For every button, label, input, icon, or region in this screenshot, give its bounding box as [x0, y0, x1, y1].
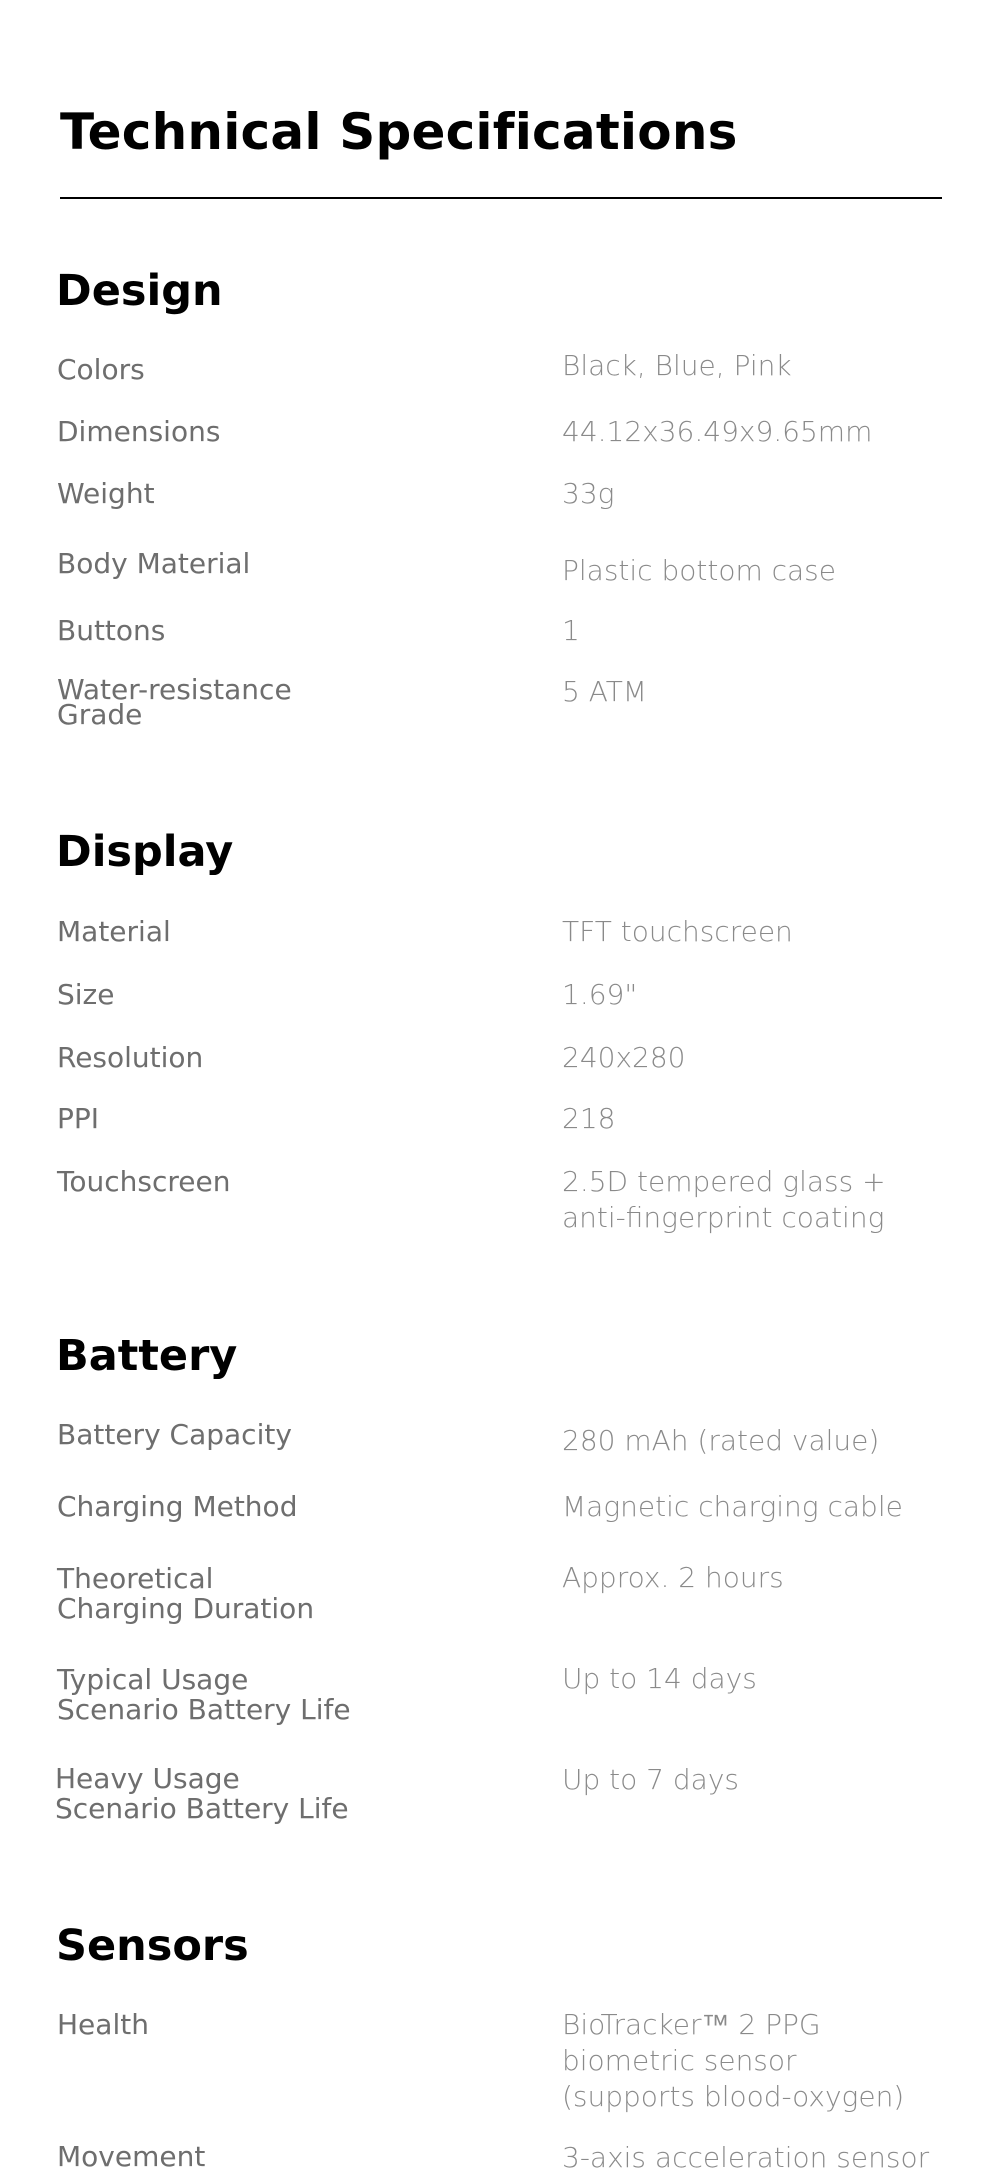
spec-value-battery-capacity: 280 mAh (rated value) [562, 1424, 880, 1457]
spec-value-dimensions: 44.12x36.49x9.65mm [562, 415, 873, 448]
spec-label-colors: Colors [57, 353, 145, 386]
spec-label-touchscreen: Touchscreen [57, 1165, 231, 1198]
spec-label-resolution: Resolution [57, 1041, 204, 1074]
spec-value-weight: 33g [562, 477, 615, 510]
spec-label-material: Material [57, 915, 171, 948]
spec-label-health: Health [57, 2008, 149, 2041]
page-title: Technical Specifications [60, 103, 738, 161]
spec-label-size: Size [57, 978, 115, 1011]
spec-label-water-resistance: Water-resistance Grade [57, 673, 292, 731]
spec-label-charging-duration: Theoretical Charging Duration [57, 1562, 315, 1625]
spec-label-buttons: Buttons [57, 614, 166, 647]
spec-label-charging-method: Charging Method [57, 1490, 298, 1523]
spec-value-buttons: 1 [562, 614, 580, 647]
spec-value-resolution: 240x280 [562, 1041, 686, 1074]
spec-value-ppi: 218 [562, 1102, 616, 1135]
spec-value-water-resistance: 5 ATM [562, 675, 647, 708]
spec-value-movement: 3-axis acceleration sensor [562, 2141, 930, 2174]
spec-label-dimensions: Dimensions [57, 415, 221, 448]
spec-value-touchscreen: 2.5D tempered glass + anti-fingerprint coating [562, 1165, 886, 1234]
spec-value-body-material: Plastic bottom case [562, 554, 836, 587]
spec-value-typical-battery-life: Up to 14 days [562, 1662, 757, 1695]
spec-value-size: 1.69" [562, 978, 638, 1011]
spec-value-colors: Black, Blue, Pink [562, 349, 792, 382]
spec-label-ppi: PPI [57, 1102, 100, 1135]
spec-value-health: BioTracker™ 2 PPG biometric sensor (supports blood-oxygen) [562, 2008, 905, 2113]
section-heading-display: Display [56, 827, 234, 877]
spec-label-movement: Movement [57, 2140, 206, 2173]
spec-value-charging-method: Magnetic charging cable [562, 1490, 903, 1523]
spec-label-typical-battery-life: Typical Usage Scenario Battery Life [57, 1663, 351, 1726]
spec-value-heavy-battery-life: Up to 7 days [562, 1763, 739, 1796]
title-divider [60, 197, 942, 199]
spec-label-body-material: Body Material [57, 547, 251, 580]
spec-label-weight: Weight [57, 477, 155, 510]
section-heading-design: Design [56, 266, 223, 316]
spec-value-material: TFT touchscreen [562, 915, 793, 948]
section-heading-battery: Battery [56, 1331, 238, 1381]
section-heading-sensors: Sensors [56, 1921, 249, 1971]
spec-value-charging-duration: Approx. 2 hours [562, 1561, 784, 1594]
spec-label-heavy-battery-life: Heavy Usage Scenario Battery Life [55, 1762, 349, 1825]
spec-label-battery-capacity: Battery Capacity [57, 1418, 292, 1451]
